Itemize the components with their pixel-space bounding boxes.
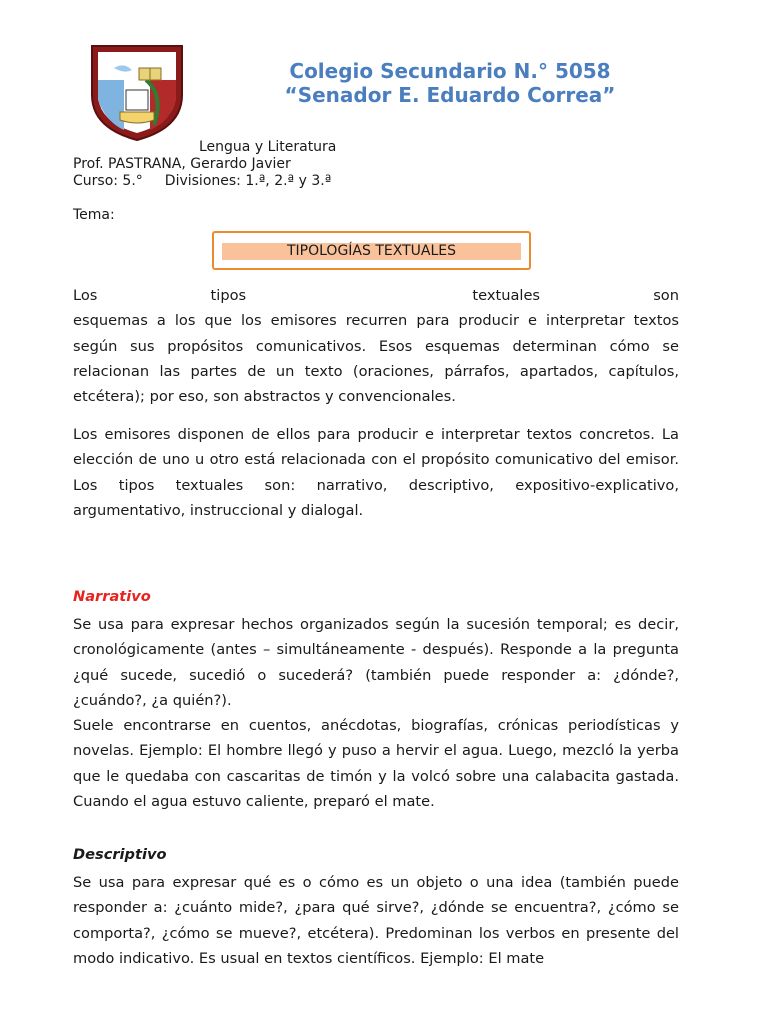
intro-paragraph-2 bbox=[73, 422, 679, 523]
intro-paragraph-1-text: esquemas a los que los emisores recurren para producir e interpretar textos según sus propósitos comunicativos. Esos esquemas determinan cómo se relacionan las partes de un texto (oraciones, párrafos, apartados, capítulos, etcétera); por eso, son abstractos y convencionales. bbox=[73, 312, 679, 406]
intro-first-line bbox=[73, 283, 679, 308]
word: son bbox=[653, 287, 679, 304]
descriptivo-paragraph-1: Se usa para expresar qué es o cómo es un objeto o una idea (también puede responder a: ¿cuánto mide?, ¿para qué sirve?, ¿dónde se encuentra?, ¿cómo se comporta?, ¿cómo se mueve?, etcétera). Predominan los verbos en presente del modo indicativo. Es usual en textos científicos. Ejemplo: El mate bbox=[73, 874, 679, 967]
course-line bbox=[73, 173, 331, 190]
section-heading-descriptivo: Descriptivo bbox=[73, 846, 167, 863]
topic-label: Tema: bbox=[73, 207, 115, 223]
school-title-line2: “Senador E. Eduardo Correa” bbox=[284, 83, 616, 107]
narrativo-section bbox=[73, 612, 679, 814]
word: tipos bbox=[210, 287, 247, 304]
narrativo-paragraph-1: Se usa para expresar hechos organizados según la sucesión temporal; es decir, cronológicamente (antes – simultáneamente - después). Responde a la pregunta ¿qué sucede, sucedió o sucederá? (también puede responder a: ¿dónde?, ¿cuándo?, ¿a quién?). bbox=[73, 616, 679, 709]
topic-box bbox=[212, 231, 531, 270]
intro-paragraph-1 bbox=[73, 283, 679, 409]
section-heading-narrativo: Narrativo bbox=[73, 588, 151, 605]
narrativo-paragraph-2: Suele encontrarse en cuentos, anécdotas, biografías, crónicas periodísticas y novelas. Ejemplo: El hombre llegó y puso a hervir el agua. Luego, mezcló la yerba que le quedaba con cascaritas de timón y la volcó sobre una calabacita gastada. Cuando el agua estuvo caliente, preparó el mate. bbox=[73, 717, 679, 811]
course: Curso: 5.° bbox=[73, 173, 143, 189]
word: textuales bbox=[472, 287, 541, 304]
descriptivo-section bbox=[73, 870, 679, 971]
school-title-line1: Colegio Secundario N.° 5058 bbox=[289, 59, 611, 83]
professor: Prof. PASTRANA, Gerardo Javier bbox=[73, 156, 291, 172]
divisions: Divisiones: 1.ª, 2.ª y 3.ª bbox=[164, 173, 332, 189]
subject: Lengua y Literatura bbox=[199, 139, 337, 155]
intro-paragraph-2-text: Los emisores disponen de ellos para producir e interpretar textos concretos. La elección de uno u otro está relacionada con el propósito comunicativo del emisor. Los tipos textuales son: narrativo, descriptivo, expositivo-explicativo, argumentativo, instruccional y dialogal. bbox=[73, 426, 679, 519]
school-crest-icon bbox=[84, 40, 190, 142]
topic-title: TIPOLOGÍAS TEXTUALES bbox=[222, 243, 521, 260]
word: Los bbox=[73, 287, 98, 304]
school-logo bbox=[84, 40, 190, 142]
